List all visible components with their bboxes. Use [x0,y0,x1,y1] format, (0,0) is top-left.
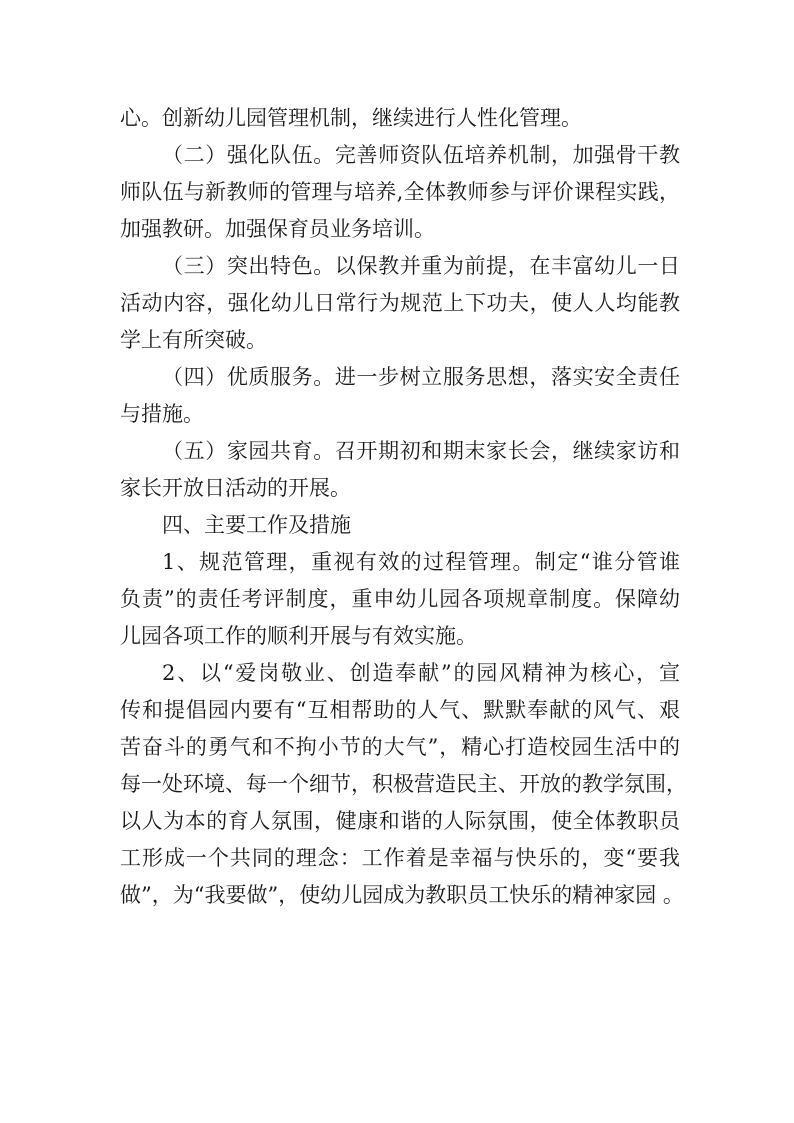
paragraph-line: 学上有所突破。 [120,328,267,352]
paragraph-line: 苦奋斗的勇气和不拘小节的大气”，精心打造校园生活中的 [120,735,680,759]
paragraph-line: 做”，为“我要做”，使幼儿园成为教职员工快乐的精神家园 。 [120,883,684,907]
paragraph-line: 每一处环境、每一个细节，积极营造民主、开放的教学氛围， [120,772,687,796]
paragraph-line: （五）家园共育。召开期初和期末家长会，继续家访和 [162,439,680,463]
paragraph-line: 工形成一个共同的理念：工作着是幸福与快乐的，变“要我 [120,846,680,870]
paragraph-line: 负责”的责任考评制度，重申幼儿园各项规章制度。保障幼 [120,587,680,611]
section-heading: 四、主要工作及措施 [162,513,351,537]
paragraph-line: 心。创新幼儿园管理机制，继续进行人性化管理。 [120,106,582,130]
paragraph-line: （二）强化队伍。完善师资队伍培养机制，加强骨干教 [162,143,680,167]
paragraph-line: 传和提倡园内要有“互相帮助的人气、默默奉献的风气、艰 [120,698,680,722]
paragraph-line: 家长开放日活动的开展。 [120,476,351,500]
paragraph-line: 与措施。 [120,402,204,426]
paragraph-line: 以人为本的育人氛围，健康和谐的人际氛围，使全体教职员 [120,809,680,833]
paragraph-line: 师队伍与新教师的管理与培养,全体教师参与评价课程实践， [120,180,680,204]
paragraph-line: （四）优质服务。进一步树立服务思想，落实安全责任 [162,365,680,389]
paragraph-line: 2、以“爱岗敬业、创造奉献”的园风精神为核心，宣 [162,661,680,685]
paragraph-line: （三）突出特色。以保教并重为前提，在丰富幼儿一日 [162,254,680,278]
paragraph-line: 1、规范管理，重视有效的过程管理。制定“谁分管谁 [162,550,680,574]
paragraph-line: 加强教研。加强保育员业务培训。 [120,217,435,241]
paragraph-line: 儿园各项工作的顺利开展与有效实施。 [120,624,477,648]
paragraph-line: 活动内容，强化幼儿日常行为规范上下功夫，使人人均能教 [120,291,680,315]
document-body [120,100,687,914]
